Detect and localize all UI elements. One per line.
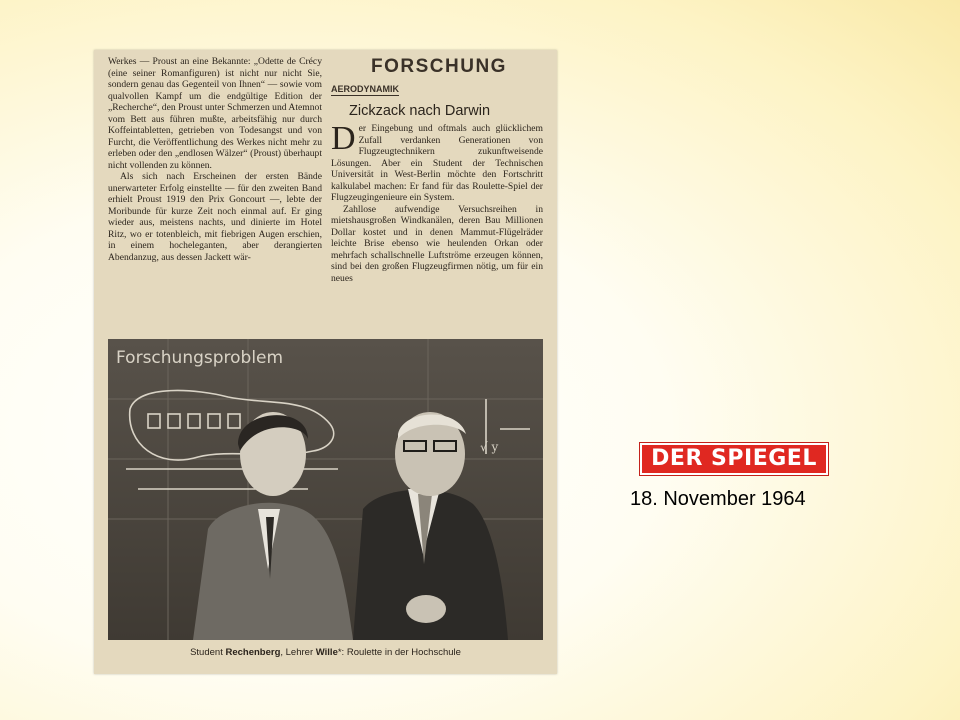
photo-caption xyxy=(108,647,543,658)
right-paragraph-1-text: er Eingebung und oftmals auch glücklichem Zufall verdanken Generationen von Flugzeugtechnikern zukunftweisende Lösungen. Aber ein Student der Technischen Universität in West-Berlin möchte den Fortschritt kalkulabel machen: Er fand für das Roulette-Spiel der Flugzeugingenieure ein System. xyxy=(331,123,543,203)
left-paragraph-1: Werkes — Proust an eine Bekannte: „Odette de Crécy (eine seiner Romanfiguren) ist nicht nur nicht Sie, sondern genau das Gegenteil von Ihnen“ — sowie vom qualvollen Kampf um die endgültige Edition der „Recherche“, den Proust unter Schmerzen und Atemnot vom Bett aus führen mußte, arbeitsfähig nur durch Koffeintabletten, getrieben von Todesangst und von Furcht, die Veröffentlichung des Werkes nicht mehr zu erleben oder den „endlosen Wälzer“ (Proust) überhaupt nicht vollenden zu können. xyxy=(108,56,322,171)
caption-name-student: Rechenberg xyxy=(225,647,281,658)
logo-text: DER SPIEGEL xyxy=(651,446,817,471)
rubric-label: AERODYNAMIK xyxy=(331,84,400,94)
right-paragraph-1 xyxy=(331,120,543,204)
caption-middle: , Lehrer xyxy=(280,647,316,658)
der-spiegel-logo xyxy=(640,443,828,475)
dropcap: D xyxy=(331,120,356,157)
blackboard-writing: Forschungsproblem xyxy=(116,348,284,368)
article-headline: Zickzack nach Darwin xyxy=(349,103,491,119)
caption-suffix: *: Roulette in der Hochschule xyxy=(337,647,461,658)
newspaper-clipping xyxy=(94,50,557,674)
publication-date: 18. November 1964 xyxy=(630,488,806,510)
right-paragraph-2: Zahllose aufwendige Versuchsreihen in mietshausgroßen Windkanälen, deren Bau Millionen Dollar kostet und in denen Mammut-Flügelräder leichte Brise ebenso wie heulenden Orkan oder mehrfach schallschnelle Luftströme erzeugen können, sind bei den großen Flugzeugfirmen nötig, um für ein neues xyxy=(331,203,543,284)
photo-illustration xyxy=(108,339,543,640)
caption-prefix: Student xyxy=(190,647,226,658)
right-column xyxy=(331,54,543,284)
left-column xyxy=(108,56,322,263)
article-body xyxy=(331,120,543,284)
left-paragraph-2: Als sich nach Erscheinen der ersten Bände unerwarteter Erfolg einstellte — für den zweiten Band erhielt Proust 1919 den Prix Goncourt —, lebte der Moribunde für kurze Zeit noch einmal auf. Er ging wieder aus, meistens nachts, und dinierte im Hotel Ritz, wo er totenbleich, mit fiebrigen Augen erschien, in einem hocheleganten, aber derangierten Abendanzug, aus dessen Jackett wär- xyxy=(108,171,322,263)
section-title: FORSCHUNG xyxy=(371,56,507,77)
caption-name-teacher: Wille xyxy=(315,647,338,658)
blackboard-formula: √ y xyxy=(480,440,499,454)
article-photo xyxy=(108,339,543,640)
